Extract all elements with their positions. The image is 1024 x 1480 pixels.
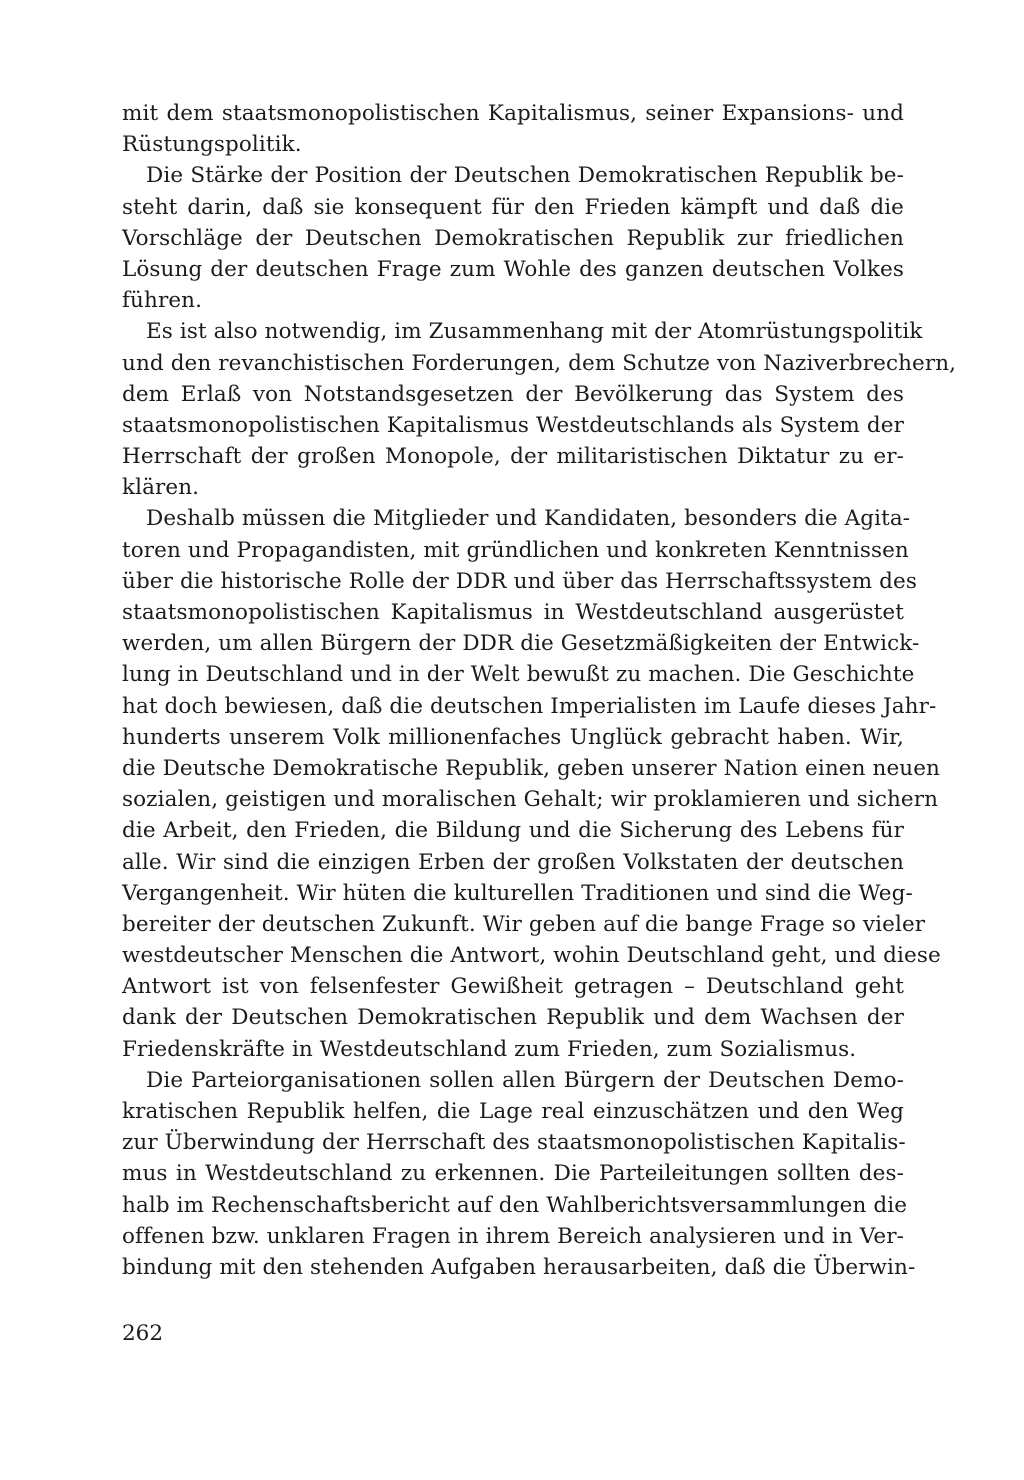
text-line: steht darin, daß sie konsequent für den Frieden kämpft und daß die — [122, 194, 904, 220]
text-line: halb im Rechenschaftsbericht auf den Wahlberichtsversammlungen die — [122, 1192, 908, 1218]
text-line: lung in Deutschland und in der Welt bewußt zu machen. Die Geschichte — [122, 662, 915, 688]
page-number: 262 — [122, 1321, 164, 1346]
text-line: Antwort ist von felsenfester Gewißheit getragen – Deutschland geht — [122, 974, 904, 1000]
text-line: Friedenskräfte in Westdeutschland zum Frieden, zum Sozialismus. — [122, 1036, 857, 1062]
text-line: kratischen Republik helfen, die Lage real einzuschätzen und den Weg — [122, 1099, 904, 1124]
text-line: Herrschaft der großen Monopole, der militaristischen Diktatur zu er- — [122, 444, 904, 470]
paragraph — [122, 1065, 916, 1283]
text-line: Lösung der deutschen Frage zum Wohle des ganzen deutschen Volkes — [122, 256, 904, 282]
text-line: westdeutscher Menschen die Antwort, wohin Deutschland geht, und diese — [122, 943, 941, 969]
body-text — [122, 98, 957, 1283]
text-line: Deshalb müssen die Mitglieder und Kandidaten, besonders die Agita- — [146, 506, 911, 532]
text-line: mit dem staatsmonopolistischen Kapitalismus, seiner Expansions- und — [122, 101, 904, 126]
text-line: die Deutsche Demokratische Republik, geben unserer Nation einen neuen — [122, 755, 940, 781]
text-line: toren und Propagandisten, mit gründlichen und konkreten Kenntnissen — [122, 537, 909, 563]
paragraph — [122, 316, 957, 503]
text-line: staatsmonopolistischen Kapitalismus in Westdeutschland ausgerüstet — [122, 600, 904, 625]
text-line: bereiter der deutschen Zukunft. Wir geben auf die bange Frage so vieler — [122, 911, 926, 937]
text-line: Vergangenheit. Wir hüten die kulturellen Traditionen und sind die Weg- — [122, 880, 913, 906]
text-line: dem Erlaß von Notstandsgesetzen der Bevölkerung das System des — [122, 381, 904, 407]
paragraph — [122, 98, 904, 160]
text-line: werden, um allen Bürgern der DDR die Gesetzmäßigkeiten der Entwick- — [122, 631, 920, 657]
text-line: hunderts unserem Volk millionenfaches Unglück gebracht haben. Wir, — [122, 724, 904, 750]
text-line: Die Stärke der Position der Deutschen Demokratischen Republik be- — [146, 163, 904, 189]
text-line: Es ist also notwendig, im Zusammenhang mit der Atomrüstungspolitik — [146, 319, 923, 345]
text-line: hat doch bewiesen, daß die deutschen Imperialisten im Laufe dieses Jahr- — [122, 693, 937, 719]
text-line: sozialen, geistigen und moralischen Gehalt; wir proklamieren und sichern — [122, 787, 939, 813]
text-line: Die Parteiorganisationen sollen allen Bürgern der Deutschen Demo- — [146, 1067, 904, 1093]
text-line: dank der Deutschen Demokratischen Republik und dem Wachsen der — [122, 1005, 904, 1031]
text-line: mus in Westdeutschland zu erkennen. Die Parteileitungen sollten des- — [122, 1161, 904, 1187]
text-line: über die historische Rolle der DDR und über das Herrschaftssystem des — [122, 568, 917, 594]
text-line: die Arbeit, den Frieden, die Bildung und die Sicherung des Lebens für — [122, 818, 904, 844]
text-line: offenen bzw. unklaren Fragen in ihrem Bereich analysieren und in Ver- — [122, 1223, 904, 1249]
paragraph — [122, 160, 904, 316]
text-line: führen. — [122, 288, 203, 314]
text-line: alle. Wir sind die einzigen Erben der großen Volkstaten der deutschen — [122, 849, 904, 875]
text-line: zur Überwindung der Herrschaft des staatsmonopolistischen Kapitalis- — [122, 1130, 906, 1156]
text-line: bindung mit den stehenden Aufgaben herausarbeiten, daß die Überwin- — [122, 1254, 916, 1280]
text-line: Vorschläge der Deutschen Demokratischen Republik zur friedlichen — [122, 225, 904, 251]
text-line: und den revanchistischen Forderungen, dem Schutze von Naziverbrechern, — [122, 350, 957, 376]
text-line: staatsmonopolistischen Kapitalismus Westdeutschlands als System der — [122, 412, 904, 438]
text-line: klären. — [122, 475, 200, 501]
text-line: Rüstungspolitik. — [122, 132, 302, 158]
paragraph — [122, 503, 941, 1064]
